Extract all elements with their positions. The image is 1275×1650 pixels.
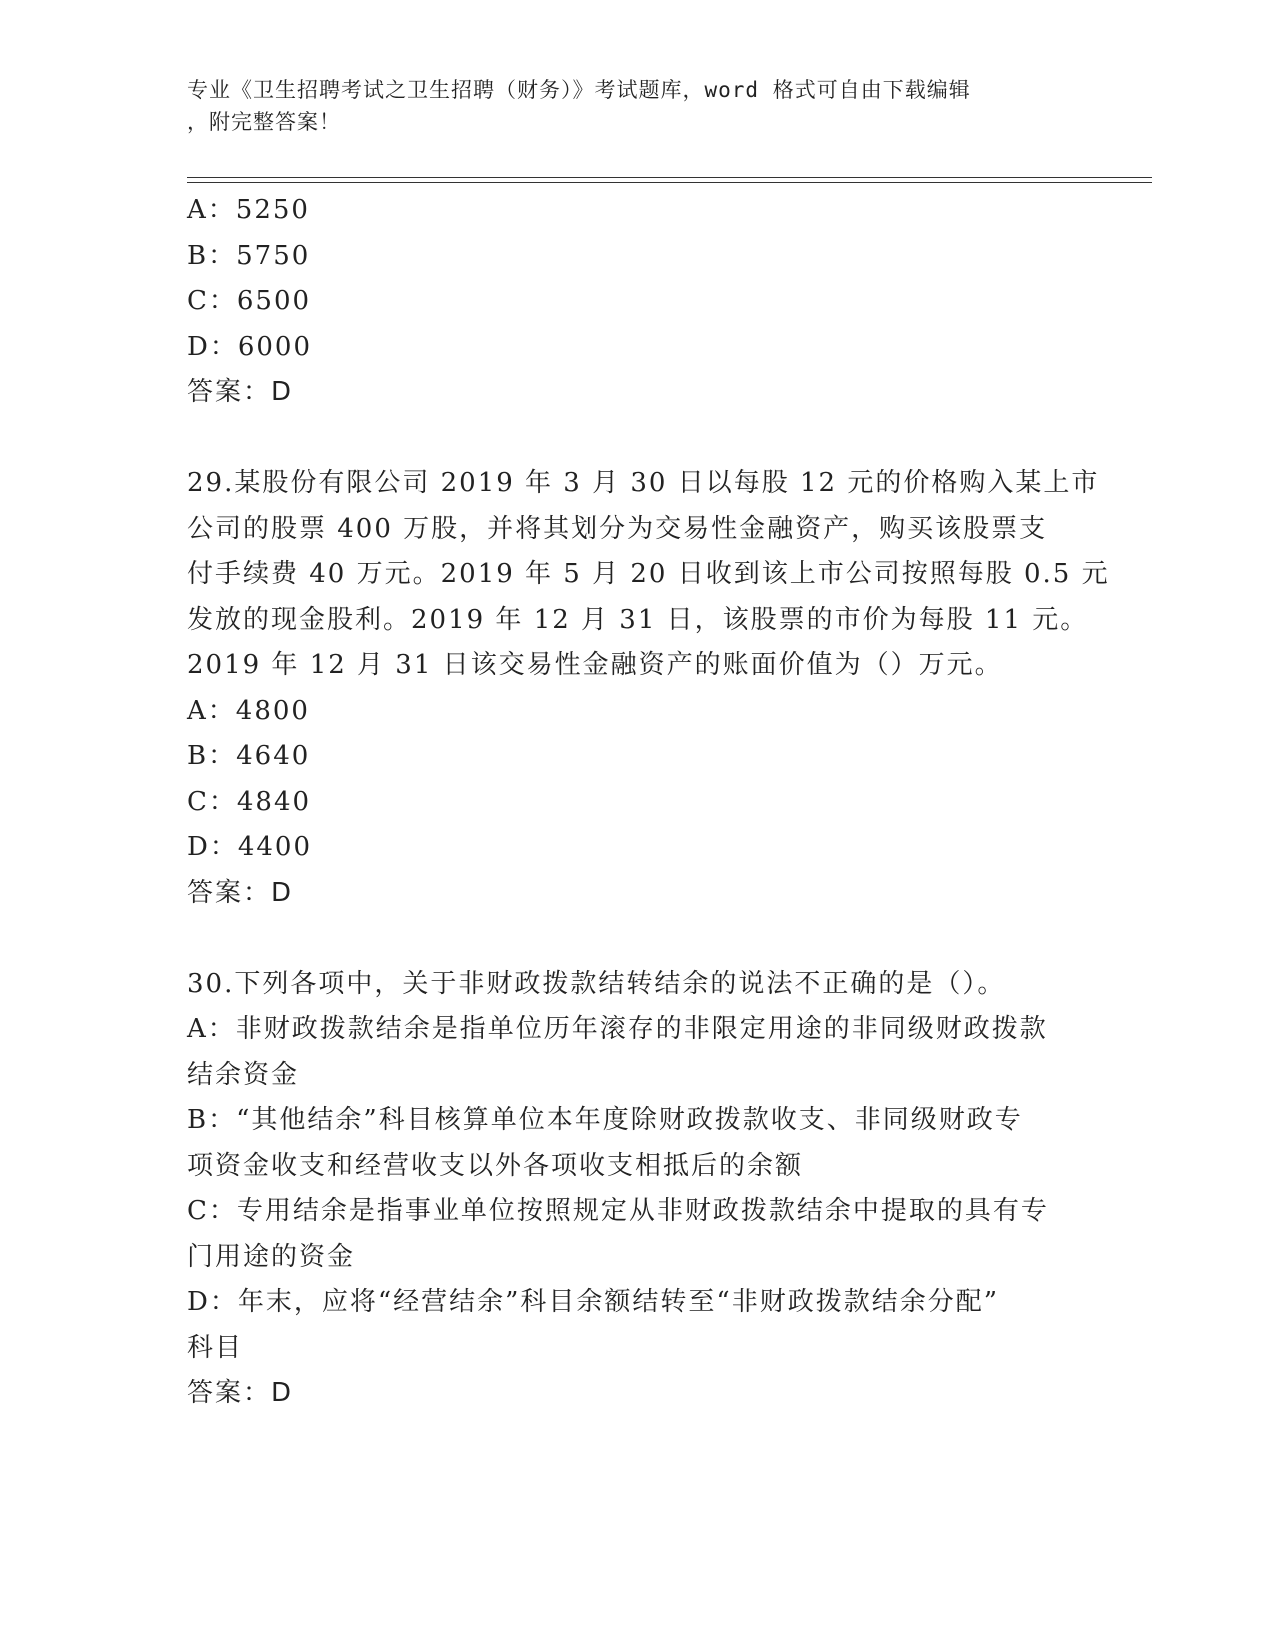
option-c-line: 门用途的资金 xyxy=(187,1241,356,1272)
option-c: C：4840 xyxy=(187,786,312,817)
question-30 xyxy=(187,962,1087,1417)
header-title-line-2: ，附完整答案！ xyxy=(187,110,341,134)
option-c: C：6500 xyxy=(187,286,312,316)
answer-label: 答案：D xyxy=(187,877,294,908)
document-header xyxy=(187,74,1067,138)
option-b-line: B：“其他结余”科目核算单位本年度除财政拨款收支、非同级财政专 xyxy=(187,1105,1023,1135)
option-c-line: C：专用结余是指事业单位按照规定从非财政拨款结余中提取的具有专 xyxy=(187,1196,1049,1226)
question-stem-line: 发放的现金股利。2019 年 12 月 31 日，该股票的市价为每股 11 元。 xyxy=(187,604,1089,635)
question-28 xyxy=(187,188,1087,416)
spacer xyxy=(187,916,1087,962)
question-stem-line: 29.某股份有限公司 2019 年 3 月 30 日以每股 12 元的价格购入某上市 xyxy=(187,468,1100,498)
option-a: A：4800 xyxy=(187,695,310,726)
option-d: D：4400 xyxy=(187,832,313,862)
question-stem-line: 付手续费 40 万元。2019 年 5 月 20 日收到该上市公司按照每股 0.5 元 xyxy=(187,559,1110,589)
question-content xyxy=(187,188,1110,1417)
header-divider-bottom xyxy=(187,182,1152,183)
answer-label: 答案：D xyxy=(187,1378,294,1408)
header-title-line-1: 专业《卫生招聘考试之卫生招聘（财务）》考试题库，word 格式可自由下载编辑 xyxy=(187,78,971,102)
option-d-line: D：年末，应将“经营结余”科目余额结转至“非财政拨款结余分配” xyxy=(187,1287,1000,1317)
option-b-line: 项资金收支和经营收支以外各项收支相抵后的余额 xyxy=(187,1150,804,1181)
question-29 xyxy=(187,461,1110,916)
option-a: A：5250 xyxy=(187,195,310,225)
question-stem-line: 2019 年 12 月 31 日该交易性金融资产的账面价值为（）万元。 xyxy=(187,650,1003,680)
question-stem-line: 公司的股票 400 万股，并将其划分为交易性金融资产，购买该股票支 xyxy=(187,513,1048,544)
option-d: D：6000 xyxy=(187,331,313,362)
option-a-line: 结余资金 xyxy=(187,1059,300,1090)
spacer xyxy=(187,416,1087,462)
header-divider-top xyxy=(187,177,1152,178)
option-a-line: A：非财政拨款结余是指单位历年滚存的非限定用途的非同级财政拨款 xyxy=(187,1014,1048,1044)
option-b: B：5750 xyxy=(187,240,311,271)
option-d-line: 科目 xyxy=(187,1332,244,1363)
option-b: B：4640 xyxy=(187,741,311,771)
question-stem-line: 30.下列各项中，关于非财政拨款结转结余的说法不正确的是（）。 xyxy=(187,968,1006,999)
answer-label: 答案：D xyxy=(187,377,294,407)
